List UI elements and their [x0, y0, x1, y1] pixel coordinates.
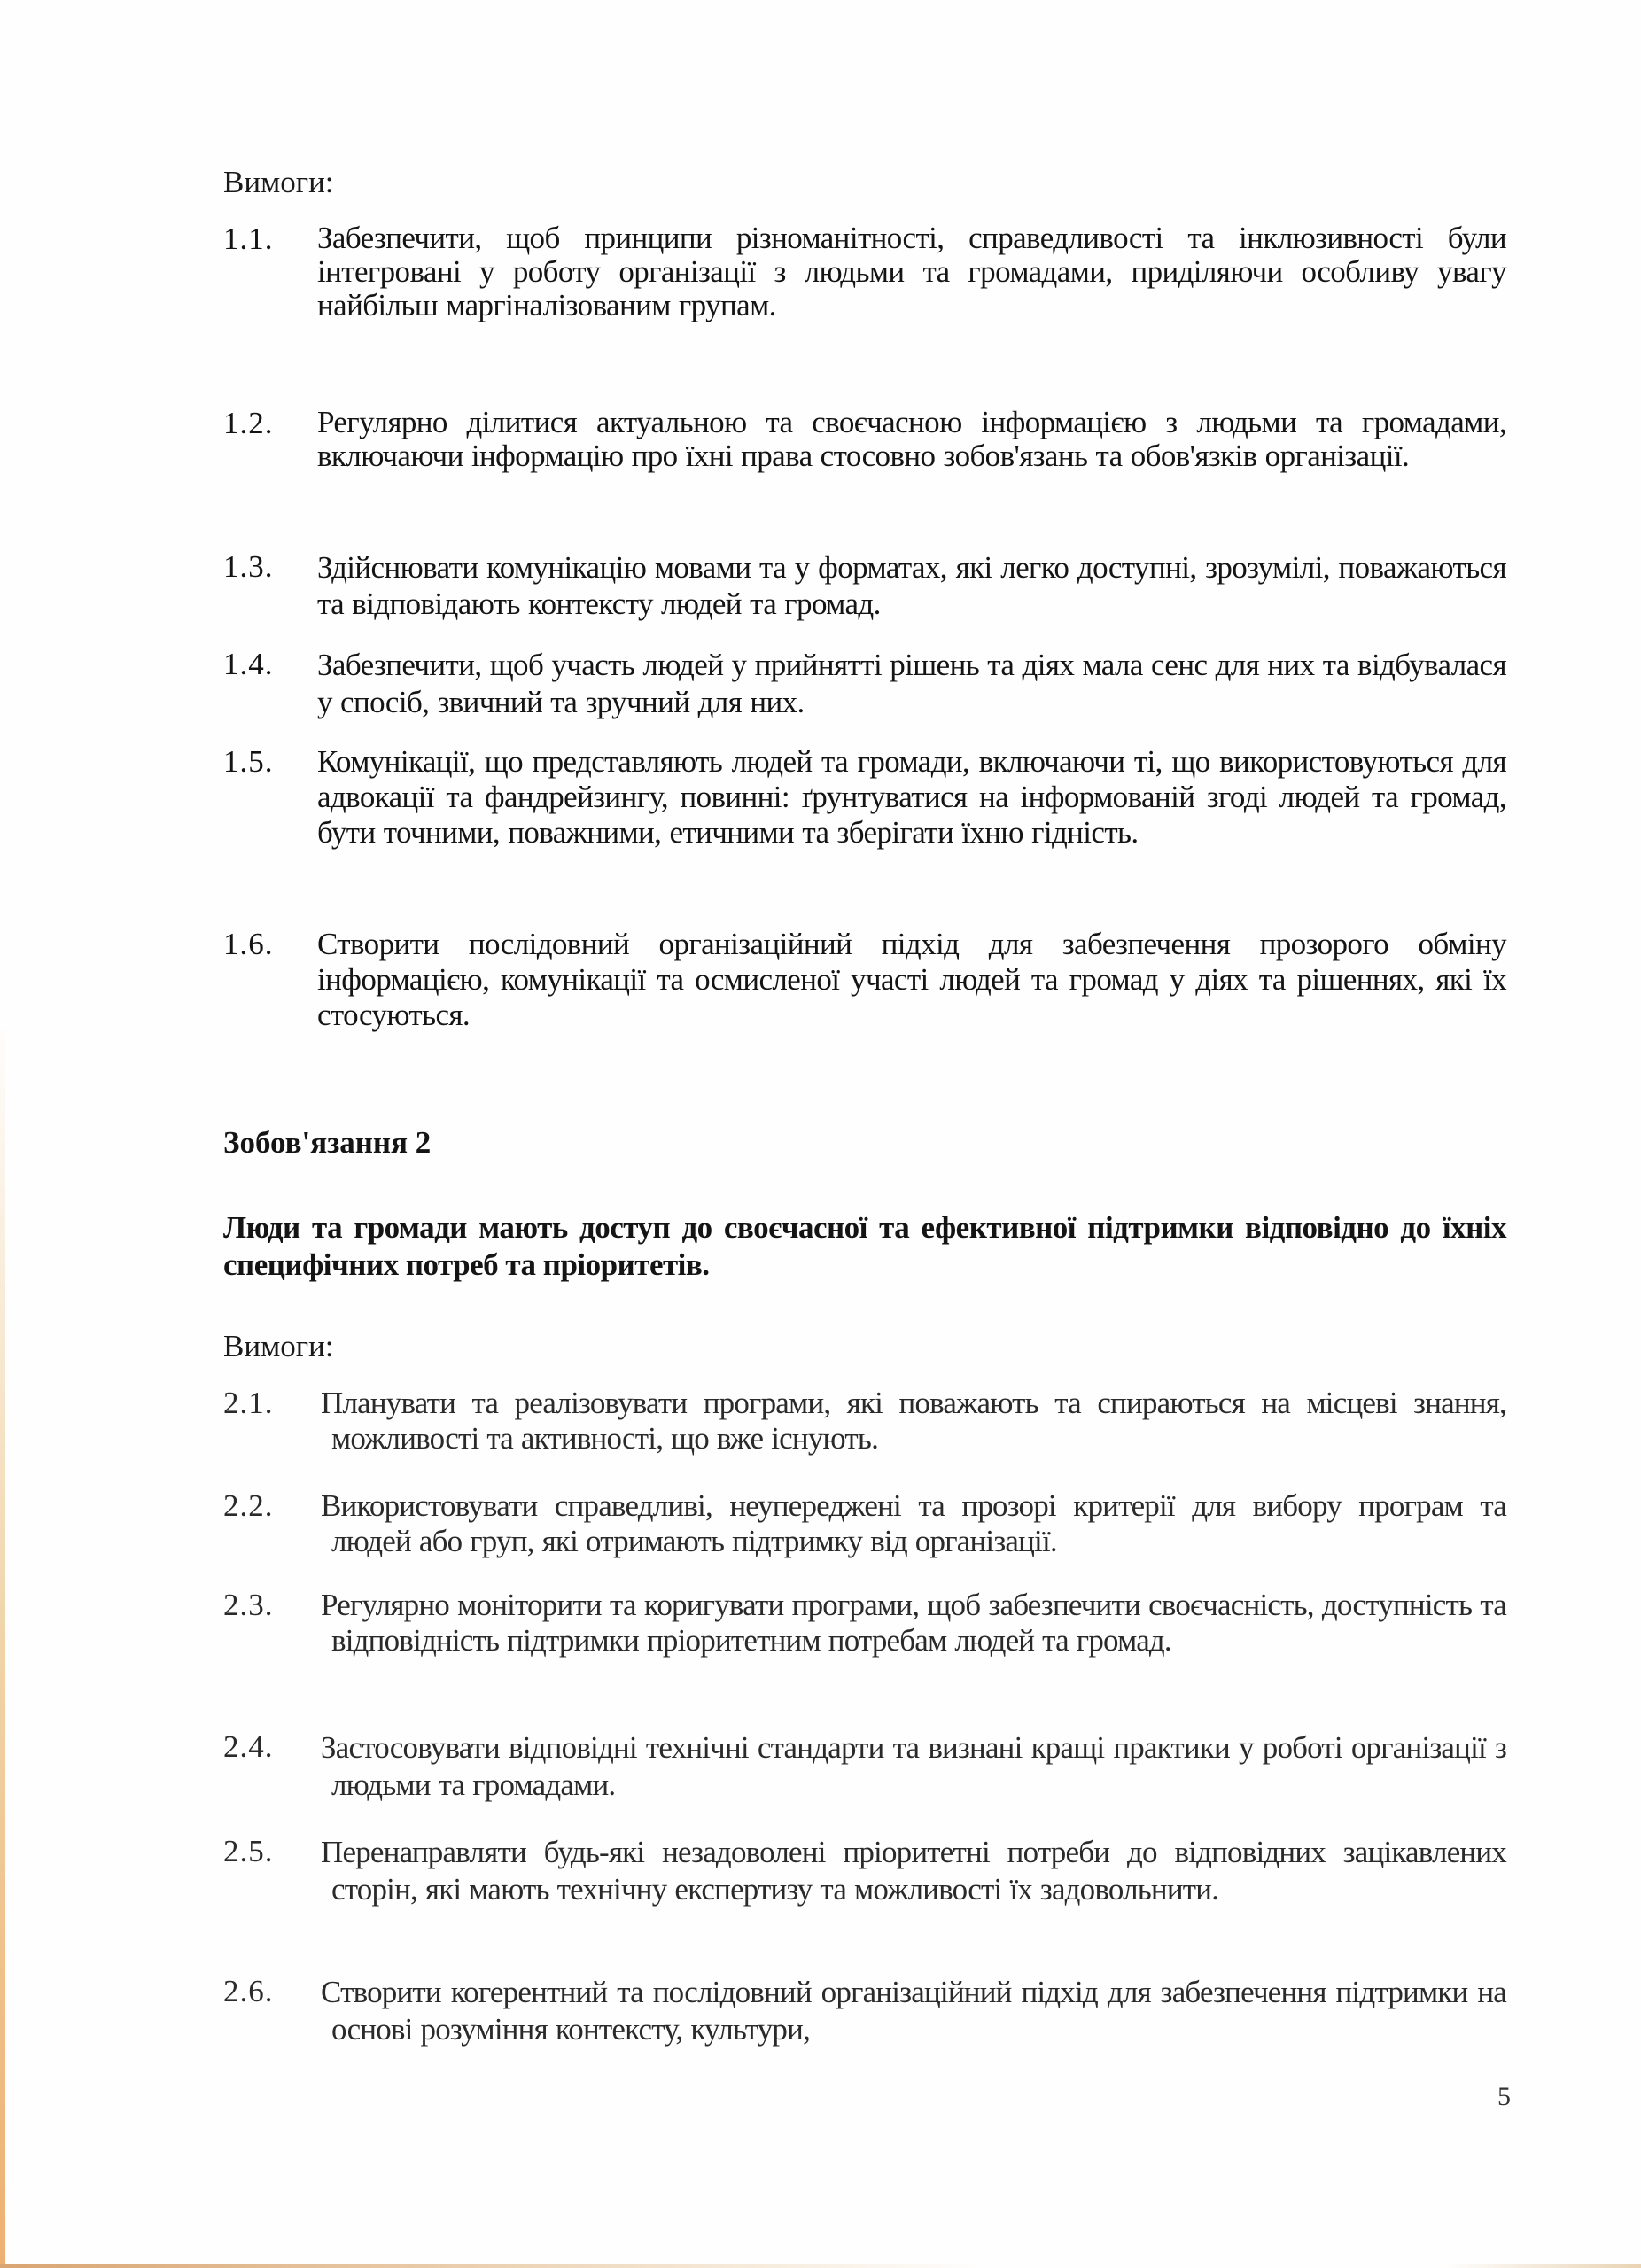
- requirement-item: [223, 406, 1506, 473]
- requirement-text: Здійснювати комунікацію мовами та у форматах, які легко доступні, зрозумілі, поважаються та відповідають контексту людей та громад.: [317, 550, 1506, 621]
- requirement-number: 1.2.: [223, 406, 274, 440]
- requirement-number: 1.3.: [223, 549, 274, 584]
- page-number: 5: [1497, 2082, 1511, 2111]
- commitment-statement: Люди та громади мають доступ до своєчасної та ефективної підтримки відповідно до їхніх специфічних потреб та пріоритетів.: [223, 1210, 1506, 1282]
- requirement-text: Забезпечити, щоб участь людей у прийнятті рішень та діях мала сенс для них та відбувалася у спосіб, звичний та зручний для них.: [317, 648, 1506, 719]
- requirement-text: Планувати та реалізовувати програми, які поважають та спираються на місцеві знання, можливості та активності, що вже існують.: [321, 1386, 1506, 1456]
- requirement-item: [223, 1488, 1506, 1559]
- requirement-number: 2.6.: [223, 1974, 274, 2008]
- requirement-number: 2.1.: [223, 1386, 274, 1420]
- requirements-label-1: Вимоги:: [223, 165, 334, 199]
- requirement-text: Перенаправляти будь-які незадоволені пріоритетні потреби до відповідних зацікавлених сторін, які мають технічну експертизу та можливості їх задовольнити.: [321, 1835, 1506, 1907]
- requirement-item: [223, 927, 1506, 1033]
- requirement-text: Регулярно моніторити та коригувати програми, щоб забезпечити своєчасність, доступність та відповідність підтримки пріоритетним потребам людей та громад.: [321, 1588, 1506, 1658]
- requirement-item: [223, 1588, 1506, 1658]
- requirements-label-2: Вимоги:: [223, 1329, 334, 1363]
- requirement-item: [223, 647, 1506, 721]
- scan-edge-left: [0, 1019, 5, 2268]
- requirement-item: [223, 744, 1506, 850]
- requirement-text: Комунікації, що представляють людей та громади, включаючи ті, що використовуються для адвокації та фандрейзингу, повинні: ґрунтуватися на інформованій згоді людей та громад, бути точними, поважними, етичними та зберігати їхню гідність.: [317, 744, 1506, 850]
- requirement-item: [223, 1729, 1506, 1804]
- requirement-text: Регулярно ділитися актуальною та своєчасною інформацією з людьми та громадами, включаючи інформацію про їхні права стосовно зобов'язань та обов'язків організації.: [317, 405, 1506, 473]
- scan-edge-bottom: [0, 2264, 1641, 2268]
- requirement-number: 2.3.: [223, 1588, 274, 1622]
- requirement-text: Використовувати справедливі, неупереджені та прозорі критерії для вибору програм та людей або груп, які отримають підтримку від організації.: [321, 1488, 1506, 1558]
- requirement-number: 2.4.: [223, 1729, 274, 1764]
- requirement-item: [223, 1834, 1506, 1908]
- requirement-text: Забезпечити, щоб принципи різноманітності, справедливості та інклюзивності були інтегровані у роботу організації з людьми та громадами, приділяючи особливу увагу найбільш маргіналізованим групам.: [317, 221, 1506, 322]
- requirement-text: Застосовувати відповідні технічні стандарти та визнані кращі практики у роботі організації з людьми та громадами.: [321, 1730, 1506, 1802]
- requirement-text: Створити когерентний та послідовний організаційний підхід для забезпечення підтримки на основі розуміння контексту, культури,: [321, 1975, 1506, 2047]
- requirement-item: [223, 1974, 1506, 2048]
- requirement-number: 2.5.: [223, 1834, 274, 1868]
- requirement-text: Створити послідовний організаційний підхід для забезпечення прозорого обміну інформацією, комунікації та осмисленої участі людей та громад у діях та рішеннях, які їх стосуються.: [317, 927, 1506, 1032]
- requirement-number: 1.1.: [223, 221, 274, 256]
- requirement-number: 1.4.: [223, 647, 274, 681]
- requirement-number: 2.2.: [223, 1488, 274, 1523]
- requirement-item: [223, 1386, 1506, 1456]
- commitment-title: Зобов'язання 2: [223, 1125, 432, 1160]
- requirement-item: [223, 549, 1506, 622]
- requirement-number: 1.5.: [223, 744, 274, 779]
- requirement-number: 1.6.: [223, 927, 274, 961]
- requirement-item: [223, 221, 1506, 322]
